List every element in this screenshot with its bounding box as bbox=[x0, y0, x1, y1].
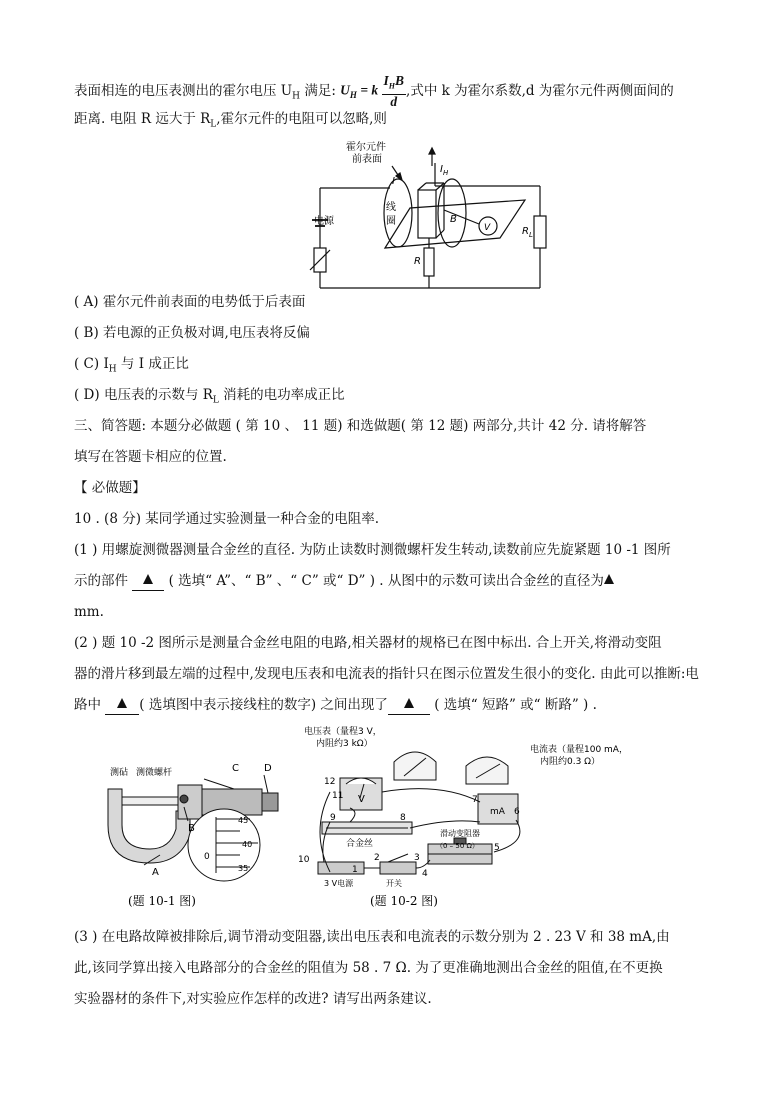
paragraph-hall-voltage bbox=[74, 74, 674, 109]
label-rheostat: 滑动变阻器 bbox=[440, 829, 480, 838]
circuit-apparatus-figure bbox=[290, 722, 710, 912]
label-I: I bbox=[392, 176, 395, 187]
label-B: B bbox=[188, 823, 195, 834]
hall-formula: $U_H = k$ $\frac{I_HB}{d}$ bbox=[340, 73, 405, 109]
formula-k: k bbox=[371, 82, 379, 98]
label-battery: 3 V电源 bbox=[324, 879, 354, 888]
formula-num: I bbox=[383, 73, 389, 88]
text: ,式中 k 为霍尔系数,d 为霍尔元件两侧面间的 bbox=[406, 82, 674, 99]
terminal-3: 3 bbox=[414, 853, 420, 863]
section3-line2: 填写在答题卡相应的位置. bbox=[74, 449, 227, 465]
text: 满足: bbox=[300, 82, 336, 99]
terminal-2: 2 bbox=[374, 853, 380, 863]
answer-blank-fault[interactable] bbox=[388, 696, 430, 715]
caption-10-2: (题 10-2 图) bbox=[370, 894, 438, 908]
text: ,霍尔元件的电阻可以忽略,则 bbox=[216, 111, 387, 127]
terminal-10: 10 bbox=[298, 855, 310, 865]
text: ( C) I bbox=[74, 356, 109, 372]
label-IH: $I_H$ bbox=[440, 164, 449, 177]
option-a: ( A) 霍尔元件前表面的电势低于后表面 bbox=[74, 294, 306, 310]
text: 路中 bbox=[74, 697, 106, 713]
q10-part3-line1: (3 ) 在电路故障被排除后,调节滑动变阻器,读出电压表和电流表的示数分别为 2 . 23 V 和 38 mA,由 bbox=[74, 929, 670, 945]
formula-lhs: U bbox=[340, 82, 350, 98]
label-alloy-wire: 合金丝 bbox=[346, 839, 374, 849]
text: 距离. 电阻 R 远大于 R bbox=[74, 111, 211, 127]
answer-blank-diameter[interactable] bbox=[604, 574, 614, 584]
label-R: R bbox=[414, 256, 421, 267]
scale-35: 35 bbox=[238, 864, 249, 873]
label-C: C bbox=[232, 763, 239, 774]
label-ammeter-resistance: 内阻约0.3 Ω） bbox=[540, 757, 601, 767]
text: 示的部件 bbox=[74, 573, 133, 589]
label-anvil: 测砧 bbox=[110, 768, 129, 778]
scale-zero: 0 bbox=[204, 852, 210, 862]
subscript: H bbox=[292, 91, 301, 102]
option-c bbox=[74, 355, 189, 379]
subscript: H bbox=[108, 364, 117, 375]
label-voltmeter-resistance: 内阻约3 kΩ） bbox=[316, 739, 373, 749]
q10-part3-line2: 此,该同学算出接入电路部分的合金丝的阻值为 58 . 7 Ω. 为了更准确地测出合金丝的阻值,在不更换 bbox=[74, 960, 663, 976]
terminal-5: 5 bbox=[494, 843, 500, 853]
answer-blank-terminals[interactable] bbox=[105, 696, 139, 715]
label-source: 电源 bbox=[314, 216, 334, 227]
required-heading: 【 必做题】 bbox=[74, 480, 146, 496]
terminal-11: 11 bbox=[332, 791, 344, 801]
q10-part2-line1: (2 ) 题 10 -2 图所示是测量合金丝电阻的电路,相关器材的规格已在图中标出. 合上开关,将滑动变阻 bbox=[74, 635, 662, 651]
subscript: L bbox=[210, 119, 217, 130]
label-A: A bbox=[152, 867, 159, 878]
terminal-4: 4 bbox=[422, 869, 428, 879]
q10-part3-line3: 实验器材的条件下,对实验应作怎样的改进? 请写出两条建议. bbox=[74, 991, 432, 1007]
q10-part2-line3 bbox=[74, 696, 597, 715]
formula-fraction: $\frac{I_HB}{d}$ bbox=[383, 73, 405, 109]
terminal-8: 8 bbox=[400, 813, 406, 823]
q10-stem: 10 . (8 分) 某同学通过实验测量一种合金的电阻率. bbox=[74, 511, 380, 527]
terminal-12: 12 bbox=[324, 777, 336, 787]
paragraph-distance bbox=[74, 110, 387, 134]
formula-num2: B bbox=[395, 73, 405, 88]
option-b: ( B) 若电源的正负极对调,电压表将反偏 bbox=[74, 325, 310, 341]
label-rheostat-range: （0 – 50 Ω） bbox=[436, 842, 479, 850]
q10-part1-line1: (1 ) 用螺旋测微器测量合金丝的直径. 为防止读数时测微螺杆发生转动,读数前应先旋紧题 10 -1 图所 bbox=[74, 542, 671, 558]
section3-line1: 三、简答题: 本题分必做题 ( 第 10 、 11 题) 和选做题( 第 12 题) 两部分,共计 42 分. 请将解答 bbox=[74, 418, 647, 434]
text: 消耗的电功率成正比 bbox=[218, 387, 345, 403]
label-B: B bbox=[450, 214, 457, 225]
option-d bbox=[74, 386, 345, 410]
label-voltmeter-V: V bbox=[358, 794, 365, 805]
micrometer-figure bbox=[100, 755, 290, 910]
label-spindle: 测微螺杆 bbox=[136, 768, 173, 778]
label-coil-1: 线 bbox=[386, 202, 396, 213]
text: ( 选填图中表示接线柱的数字) 之间出现了 bbox=[139, 697, 388, 713]
subscript: L bbox=[212, 395, 219, 406]
terminal-6: 6 bbox=[514, 807, 520, 817]
label-coil-2: 圈 bbox=[386, 216, 396, 227]
text: ( 选填“ A”、“ B” 、“ C” 或“ D” ) . 从图中的示数可读出合金丝的直径为 bbox=[164, 573, 604, 589]
label-D: D bbox=[264, 763, 272, 774]
text: ( D) 电压表的示数与 R bbox=[74, 387, 213, 403]
terminal-1: 1 bbox=[352, 865, 358, 875]
label-hall-element: 霍尔元件 bbox=[346, 142, 386, 153]
label-RL: $R_L$ bbox=[522, 226, 533, 239]
label-ammeter-range: 电流表（量程100 mA， bbox=[530, 745, 628, 755]
text: 与 I 成正比 bbox=[116, 356, 189, 372]
label-V: V bbox=[484, 223, 491, 233]
label-front-surface: 前表面 bbox=[352, 154, 382, 165]
terminal-7: 7 bbox=[472, 795, 478, 805]
q10-part2-line2: 器的滑片移到最左端的过程中,发现电压表和电流表的指针只在图示位置发生很小的变化. 由此可以推断:电 bbox=[74, 666, 699, 682]
text: ( 选填“ 短路” 或“ 断路” ) . bbox=[429, 697, 597, 713]
label-voltmeter-range: 电压表（量程3 V， bbox=[304, 727, 382, 737]
formula-den: d bbox=[390, 93, 398, 109]
label-switch: 开关 bbox=[386, 879, 402, 888]
scale-45: 45 bbox=[238, 816, 249, 825]
q10-part1-line3: mm. bbox=[74, 604, 104, 620]
scale-40: 40 bbox=[242, 840, 253, 849]
answer-blank-part[interactable] bbox=[132, 572, 164, 591]
terminal-9: 9 bbox=[330, 813, 336, 823]
text: 表面相连的电压表测出的霍尔电压 U bbox=[74, 82, 293, 99]
hall-circuit-figure bbox=[300, 138, 560, 298]
caption-10-1: (题 10-1 图) bbox=[128, 894, 196, 908]
q10-part1-line2 bbox=[74, 572, 614, 591]
label-ammeter-mA: mA bbox=[490, 807, 505, 817]
